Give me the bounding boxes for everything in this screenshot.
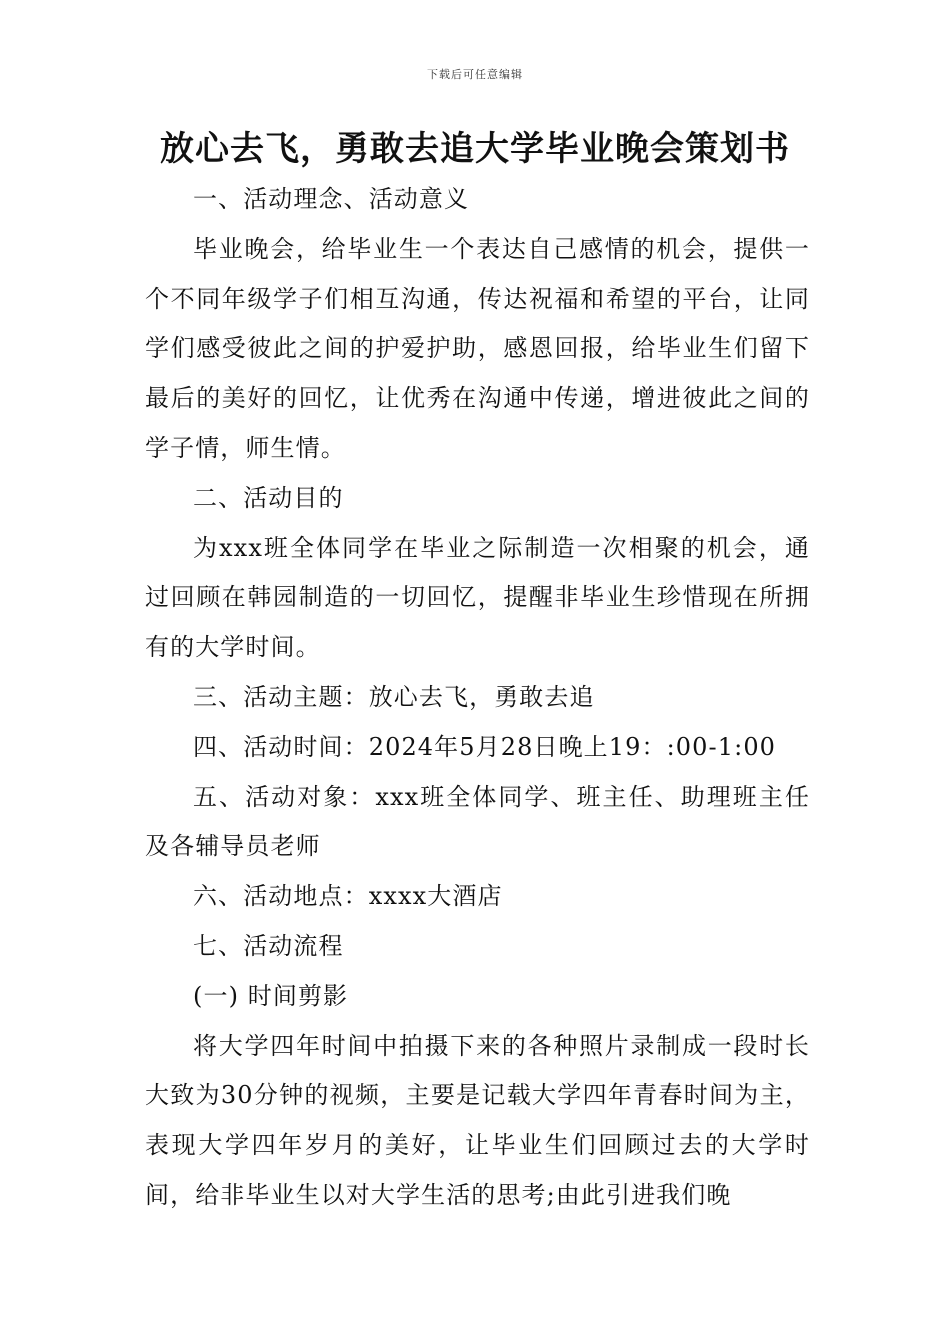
- section-heading-purpose: 二、活动目的: [193, 483, 344, 512]
- paragraph-time-montage-text: 将大学四年时间中拍摄下来的各种照片录制成一段时长大致为30分钟的视频，主要是记载大学四年青春时间为主，表现大学四年岁月的美好，让毕业生们回顾过去的大学时间，给非毕业生以对大学生活的思考;由此引进我们晚: [145, 1031, 810, 1209]
- section-time: 四、活动时间：2024年5月28日晚上19：:00-1:00: [193, 732, 777, 761]
- section-audience: 五、活动对象：xxx班全体同学、班主任、助理班主任及各辅导员老师: [145, 782, 810, 861]
- paragraph-purpose-text: 为xxx班全体同学在毕业之际制造一次相聚的机会，通过回顾在韩园制造的一切回忆，提醒非毕业生珍惜现在所拥有的大学时间。: [145, 533, 810, 662]
- document-body: [145, 175, 810, 1221]
- section-location: 六、活动地点：xxxx大酒店: [193, 882, 503, 911]
- document-title: 放心去飞，勇敢去追大学毕业晚会策划书: [160, 129, 790, 169]
- section-heading-concept: 一、活动理念、活动意义: [193, 185, 470, 213]
- section-heading-process: 七、活动流程: [193, 931, 344, 960]
- subsection-heading-time-montage: (一) 时间剪影: [193, 981, 349, 1010]
- page-header-note: 下载后可任意编辑: [427, 68, 523, 81]
- paragraph-concept-text: 毕业晚会，给毕业生一个表达自己感情的机会，提供一个不同年级学子们相互沟通，传达祝福和希望的平台，让同学们感受彼此之间的护爱护助，感恩回报，给毕业生们留下最后的美好的回忆，让优秀在沟通中传递，增进彼此之间的学子情，师生情。: [145, 234, 810, 462]
- section-theme: 三、活动主题：放心去飞，勇敢去追: [193, 682, 595, 711]
